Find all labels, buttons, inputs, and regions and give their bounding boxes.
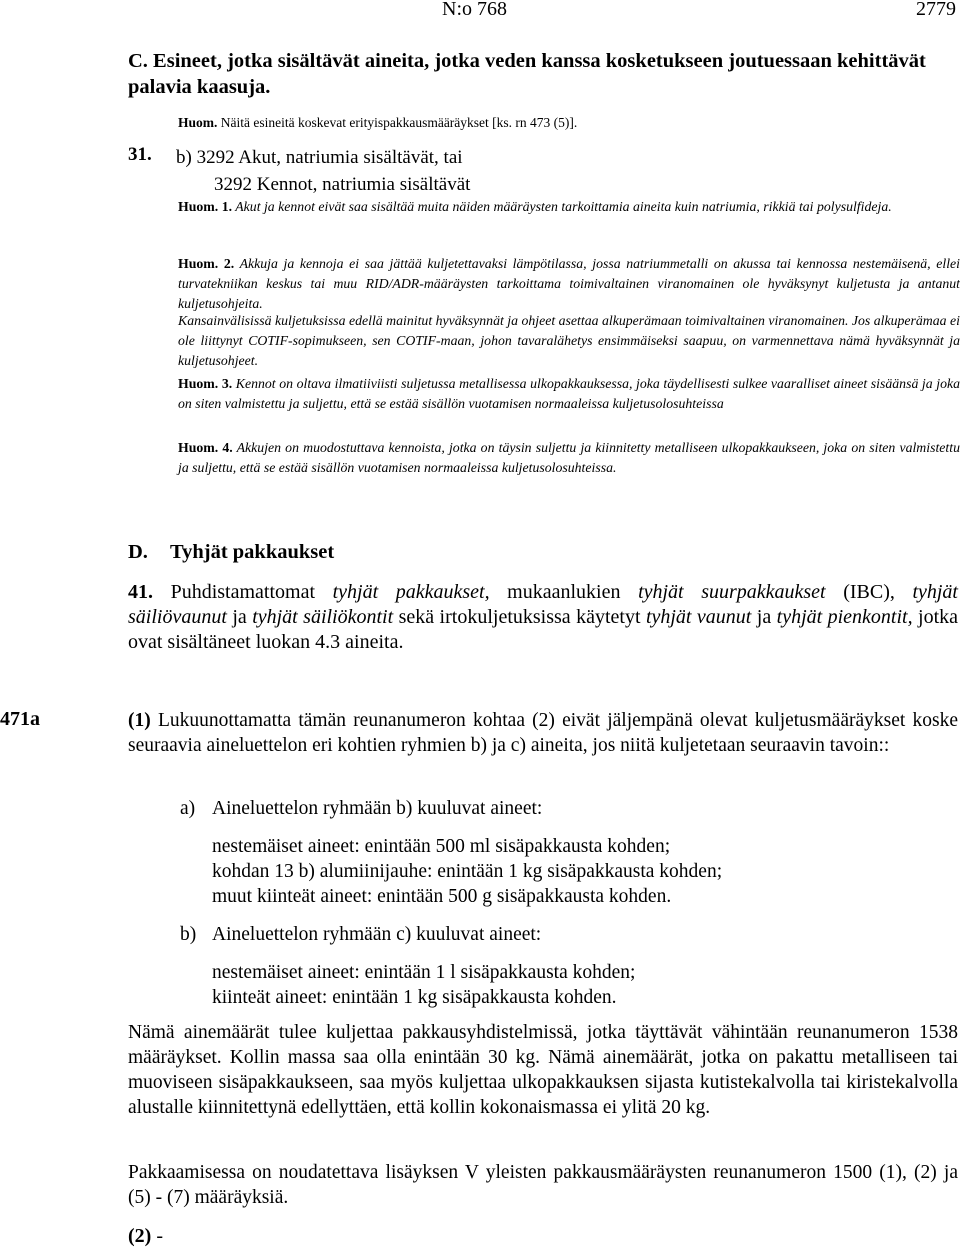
- list-item: kiinteät aineet: enintään 1 kg sisäpakkausta kohden.: [212, 987, 617, 1008]
- sub-item-a-lines: [212, 834, 722, 909]
- note-3-label: Huom. 3.: [178, 376, 233, 391]
- paragraph-1: [128, 708, 958, 758]
- section-d-letter: D.: [128, 541, 148, 563]
- sub-item-b-lines: [212, 960, 635, 1010]
- italic-term: tyhjät vaunut: [645, 606, 752, 628]
- paragraph-1-text: Lukuunottamatta tämän reunanumeron kohtaa (2) eivät jäljempänä olevat kuljetusmääräykset koske seuraavia aineluettelon eri kohtien ryhmien b) ja c) aineita, jos niitä kuljetetaan seuraavin tavoin::: [128, 710, 958, 756]
- note-1-label: Huom. 1.: [178, 199, 233, 214]
- note-3-text: Kennot on oltava ilmatiiviisti suljetussa metallisessa ulkopakkauksessa, joka täydellisesti sulkee vaaralliset aineet sisäänsä ja joka on siten valmistettu ja suljettu, että se estää sisällön vuotamisen normaaleissa kuljetusolosuhteissa: [178, 376, 960, 411]
- italic-term: tyhjät pakkaukset,: [332, 581, 490, 603]
- italic-term: tyhjät pienkontit,: [776, 606, 913, 628]
- paragraph-2-label: (2): [128, 1225, 152, 1247]
- packing-paragraph: Pakkaamisessa on noudatettava lisäyksen V yleisten pakkausmääräysten reunanumeron 1500 (1), (2) ja (5) - (7) määräyksiä.: [128, 1162, 958, 1208]
- note-1-text: Akut ja kennot eivät saa sisältää muita näiden määräysten tarkoittamia aineita kuin natriumia, rikkiä tai polysulfideja.: [232, 199, 892, 214]
- text-run: Puhdistamattomat: [153, 581, 333, 603]
- note-2-continued: [178, 311, 960, 371]
- section-d-title: Tyhjät pakkaukset: [169, 541, 335, 563]
- quantities-paragraph: Nämä ainemäärät tulee kuljettaa pakkausyhdistelmissä, jotka täyttävät vähintään reunanumeron 1538 määräykset. Kollin massa saa olla enintään 30 kg. Nämä ainemäärät, jotka on pakattu metalliseen tai muoviseen sisäpakkaukseen, saa myös kuljettaa ulkopakkauksen sijasta kutistekalvolla tai kiristekalvolla alustalle kiinnitettynä edellyttäen, että kollin kokonaismassa ei ylitä 20 kg.: [128, 1022, 958, 1118]
- text-run: mukaanlukien: [489, 581, 639, 603]
- text-run: ja: [226, 606, 253, 628]
- item-31-number: 31.: [128, 144, 152, 165]
- note-4-text: Akkujen on muodostuttava kennoista, jotka on täysin suljettu ja kiinnitetty metalliseen ulkopakkaukseen, joka on siten valmistettu ja suljettu, että se estää sisällön vuotamisen normaaleissa kuljetusolosuhteissa.: [178, 440, 960, 475]
- item-41-number: 41.: [128, 581, 153, 603]
- italic-term: tyhjät säiliövaunut: [128, 581, 958, 628]
- note-1: [178, 197, 960, 217]
- item-31-entry: [176, 144, 470, 198]
- text-run: (IBC),: [825, 581, 913, 603]
- italic-term: tyhjät suurpakkaukset: [638, 581, 826, 603]
- sub-item-b-text: Aineluettelon ryhmään c) kuuluvat aineet:: [212, 924, 542, 945]
- page-number: 2779: [916, 0, 956, 20]
- section-d-heading: [128, 541, 334, 564]
- section-c-note: [178, 113, 577, 133]
- issue-number: N:o 768: [442, 0, 507, 20]
- note-label: Huom.: [178, 115, 218, 130]
- section-c-heading: C. Esineet, jotka sisältävät aineita, jotka veden kanssa kosketukseen joutuessaan kehittävät palavia kaasuja.: [128, 50, 926, 98]
- paragraph-1-label: (1): [128, 710, 151, 731]
- note-4: [178, 438, 960, 478]
- list-item: nestemäiset aineet: enintään 500 ml sisäpakkausta kohden;: [212, 836, 671, 857]
- item-31-line-2: 3292 Kennot, natriumia sisältävät: [214, 174, 471, 195]
- list-item: nestemäiset aineet: enintään 1 l sisäpakkausta kohden;: [212, 962, 636, 983]
- note-2-text: Akkuja ja kennoja ei saa jättää kuljetettavaksi lämpötilassa, jossa natriummetalli on akussa tai kennossa nestemäisenä, ellei turvatekniikan keskus tai muu RID/ADR-määräysten tarkoittama toimivaltainen viranomainen ole hyväksynyt kuljetusta ja antanut kuljetusohjeita.: [178, 256, 960, 311]
- margin-number: 471a: [0, 708, 40, 730]
- sub-item-a-label: a): [180, 798, 196, 819]
- item-41-paragraph: [128, 580, 958, 655]
- note-3: [178, 374, 960, 414]
- note-2-label: Huom. 2.: [178, 256, 235, 271]
- paragraph-2: [128, 1224, 958, 1249]
- text-run: jotka ovat sisältäneet luokan 4.3 aineita.: [128, 606, 959, 653]
- list-item: kohdan 13 b) alumiinijauhe: enintään 1 kg sisäpakkausta kohden;: [212, 861, 723, 882]
- item-31-line-1: b) 3292 Akut, natriumia sisältävät, tai: [176, 147, 463, 168]
- list-item: muut kiinteät aineet: enintään 500 g sisäpakkausta kohden.: [212, 886, 672, 907]
- italic-term: tyhjät säiliökontit: [252, 606, 394, 628]
- sub-item-b: [180, 922, 541, 947]
- paragraph-2-text: -: [151, 1225, 163, 1247]
- note-2: [178, 254, 960, 314]
- text-run: ja: [751, 606, 777, 628]
- note-text: Näitä esineitä koskevat erityispakkausmääräykset [ks. rn 473 (5)].: [217, 115, 578, 130]
- sub-item-a: [180, 796, 542, 821]
- note-2b-text: Kansainvälisissä kuljetuksissa edellä mainitut hyväksynnät ja ohjeet asettaa alkuperämaan toimivaltainen viranomainen. Jos alkuperämaa ei ole liittynyt COTIF-sopimukseen, sen COTIF-maan, johon tavaralähetys ensimmäiseksi saapuu, on varmennettava nämä hyväksynnät ja kuljetusohjeet.: [178, 313, 960, 368]
- note-4-label: Huom. 4.: [178, 440, 233, 455]
- sub-item-b-label: b): [180, 924, 197, 945]
- sub-item-a-text: Aineluettelon ryhmään b) kuuluvat aineet:: [212, 798, 543, 819]
- text-run: sekä irtokuljetuksissa käytetyt: [393, 606, 646, 628]
